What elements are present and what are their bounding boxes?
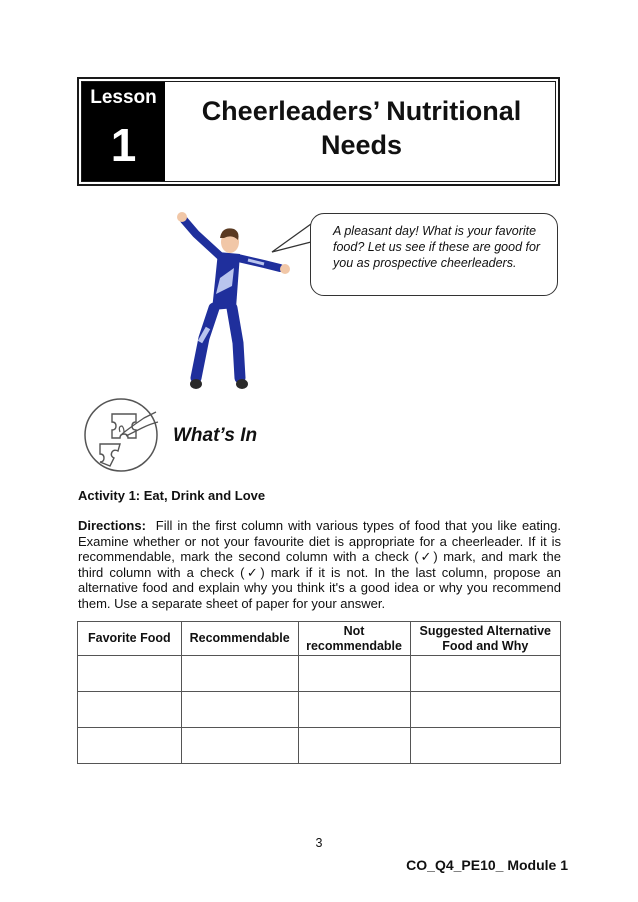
lesson-title-line2: Needs <box>320 130 403 160</box>
table-cell[interactable] <box>298 692 410 728</box>
table-cell[interactable] <box>78 656 182 692</box>
table-row <box>78 692 561 728</box>
table-row <box>78 728 561 764</box>
left-hand <box>177 212 187 222</box>
header-recommendable: Recommendable <box>181 622 298 656</box>
right-hand <box>280 264 290 274</box>
directions-text: Fill in the first column with various types of food that you like eating. Examine whether or not your favourite diet is appropriate for a cheerleader. If it is recommendable, mark the second column with a check (✓) mark, and mark the third column with a check (✓) mark if it is not. In the last column, propose an alternative food and explain why you think it's a good idea or why you recommend them. Use a separate sheet of paper for your answer. <box>78 518 561 611</box>
activity-table <box>77 621 561 764</box>
table-cell[interactable] <box>410 728 560 764</box>
lesson-header-inner <box>81 81 556 182</box>
speech-bubble-text: A pleasant day! What is your favorite food? Let us see if these are good for you as prospective cheerleaders. <box>333 224 541 270</box>
right-shoe <box>236 379 248 389</box>
table-cell[interactable] <box>78 728 182 764</box>
section-heading: What’s In <box>173 425 258 446</box>
header-favorite-food: Favorite Food <box>78 622 182 656</box>
directions-label: Directions: <box>78 518 146 533</box>
table-cell[interactable] <box>181 728 298 764</box>
table-cell[interactable] <box>410 656 560 692</box>
table-cell[interactable] <box>78 692 182 728</box>
left-shoe <box>190 379 202 389</box>
speech-bubble-tail <box>270 222 314 256</box>
lesson-label: Lesson <box>90 87 157 108</box>
table-row <box>78 656 561 692</box>
header-not-recommendable: Not recommendable <box>298 622 410 656</box>
activity-title: Activity 1: Eat, Drink and Love <box>78 488 266 503</box>
lesson-number: 1 <box>110 119 137 171</box>
lesson-title <box>168 94 555 162</box>
table-header-row <box>78 622 561 656</box>
lesson-label-box <box>82 82 165 181</box>
module-code: CO_Q4_PE10_ Module 1 <box>406 857 568 873</box>
table-cell[interactable] <box>410 692 560 728</box>
speech-bubble <box>310 213 558 296</box>
page-number: 3 <box>315 836 323 850</box>
table-cell[interactable] <box>298 656 410 692</box>
lesson-header <box>77 77 560 186</box>
directions-paragraph <box>78 518 561 612</box>
lesson-title-line1: Cheerleaders’ Nutritional <box>201 96 522 126</box>
table-cell[interactable] <box>181 692 298 728</box>
puzzle-hand-icon <box>82 396 160 474</box>
table-cell[interactable] <box>181 656 298 692</box>
header-suggested-alternative: Suggested Alternative Food and Why <box>410 622 560 656</box>
table-cell[interactable] <box>298 728 410 764</box>
